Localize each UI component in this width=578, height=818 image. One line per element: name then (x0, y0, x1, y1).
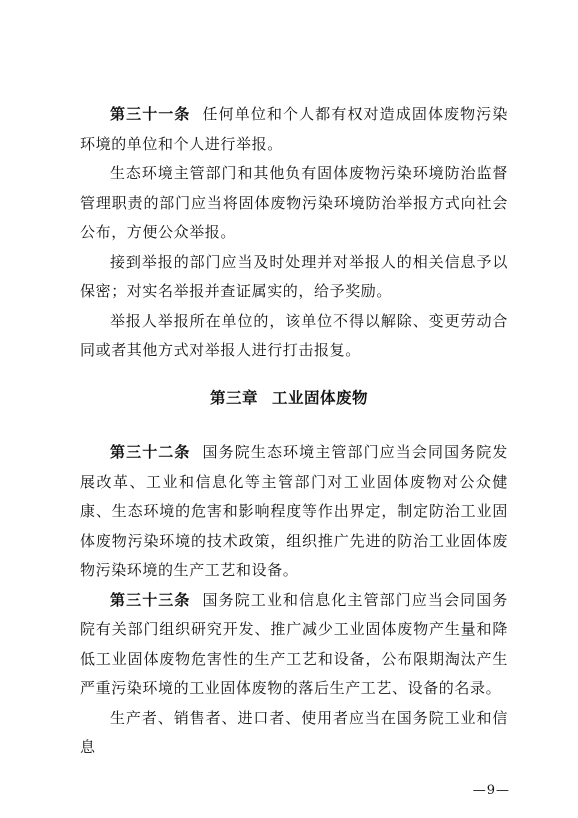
article-31-paragraph (80, 100, 508, 159)
article-31-paragraph-3: 接到举报的部门应当及时处理并对举报人的相关信息予以保密；对实名举报并查证属实的，给予奖励。 (80, 252, 508, 300)
article-31-section (80, 100, 508, 366)
article-32-paragraph (80, 438, 508, 586)
chapter-3-body (80, 438, 508, 763)
article-33-paragraph (80, 586, 508, 704)
article-33-paragraph-2: 生产者、销售者、进口者、使用者应当在国务院工业和信息 (80, 708, 508, 756)
article-31-heading: 第三十一条 (110, 105, 191, 123)
chapter-title: 工业固体废物 (272, 389, 369, 407)
chapter-number: 第三章 (209, 389, 258, 407)
article-31-text: 任何单位和个人都有权对造成固体废物污染环境的单位和个人进行举报。 (80, 105, 508, 153)
article-32-heading: 第三十二条 (110, 443, 191, 461)
article-31-paragraph-2: 生态环境主管部门和其他负有固体废物污染环境防治监督管理职责的部门应当将固体废物污染环境防治举报方式向社会公布，方便公众举报。 (80, 164, 508, 241)
article-33-text: 国务院工业和信息化主管部门应当会同国务院有关部门组织研究开发、推广减少工业固体废物产生量和降低工业固体废物危害性的生产工艺和设备，公布限期淘汰产生严重污染环境的工业固体废物的落后生产工艺、设备的名录。 (80, 590, 508, 697)
chapter-heading (0, 386, 578, 408)
article-31-paragraph-4: 举报人举报所在单位的，该单位不得以解除、变更劳动合同或者其他方式对举报人进行打击报复。 (80, 311, 508, 359)
article-32-text: 国务院生态环境主管部门应当会同国务院发展改革、工业和信息化等主管部门对工业固体废物对公众健康、生态环境的危害和影响程度等作出界定，制定防治工业固体废物污染环境的技术政策，组织推广先进的防治工业固体废物污染环境的生产工艺和设备。 (80, 443, 508, 579)
page-number: —9— (472, 783, 510, 798)
article-33-heading: 第三十三条 (110, 590, 191, 609)
